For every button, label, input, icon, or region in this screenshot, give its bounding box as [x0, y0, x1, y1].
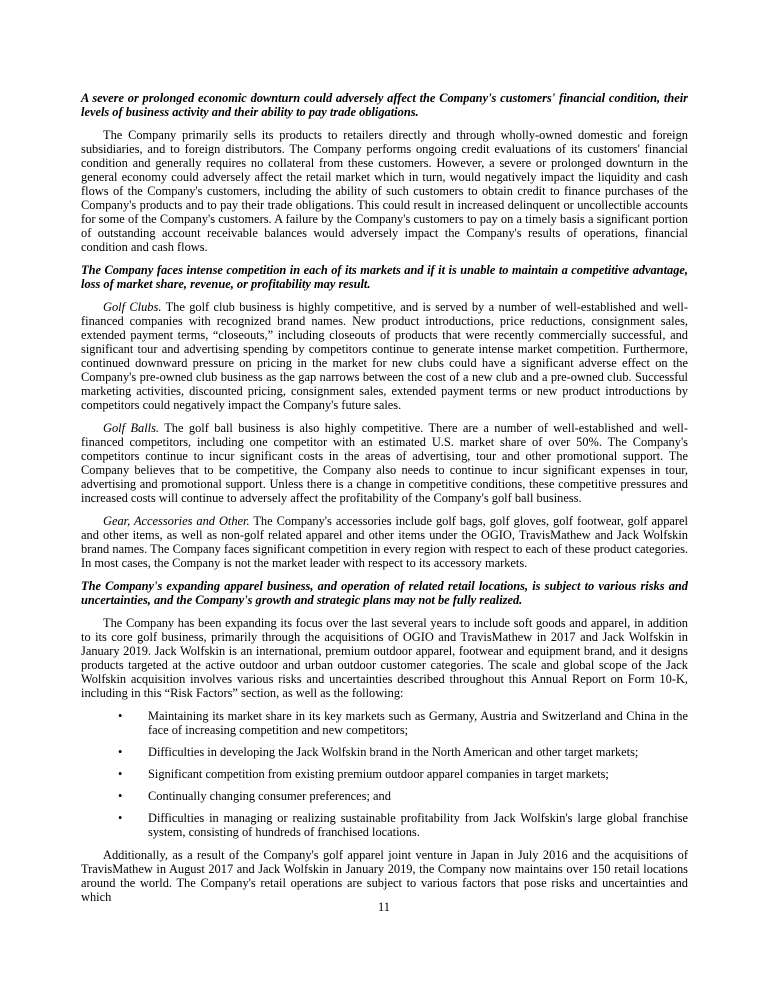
list-item [81, 767, 688, 781]
bullet-marker: • [118, 811, 123, 825]
bullet-marker: • [118, 745, 123, 759]
list-item [81, 745, 688, 759]
bullet-text: Difficulties in managing or realizing sustainable profitability from Jack Wolfskin's large global franchise system, consisting of hundreds of franchised locations. [148, 811, 688, 839]
page-number: 11 [378, 900, 390, 914]
paragraph-golf-clubs [81, 300, 688, 412]
list-item [81, 709, 688, 737]
paragraph-text-gear-accessories: The Company's accessories include golf bags, golf gloves, golf footwear, golf apparel and other items, as well as non-golf related apparel and other items under the OGIO, TravisMathew and Jack Wolfskin brand names. The Company faces significant competition in every region with respect to each of these product categories. In most cases, the Company is not the market leader with respect to its accessory markets. [81, 514, 688, 570]
risk-heading-apparel-expansion: The Company's expanding apparel business, and operation of related retail locations, is subject to various risks and uncertainties, and the Company's growth and strategic plans may not be fully realized. [81, 579, 688, 607]
bullet-marker: • [118, 767, 123, 781]
bullet-text: Continually changing consumer preferences; and [148, 789, 391, 803]
paragraph-gear-accessories [81, 514, 688, 570]
paragraph-text-golf-clubs: The golf club business is highly competitive, and is served by a number of well-established and well-financed companies with recognized brand names. New product introductions, price reductions, consignment sales, extended payment terms, “closeouts,” including closeouts of products that were recently commercially successful, and significant tour and advertising spending by competitors continue to generate intense market competition. Furthermore, continued downward pressure on pricing in the market for new clubs could have a significant adverse effect on the Company's pre-owned club business as the gap narrows between the cost of a new club and a pre-owned club. Successful marketing activities, discounted pricing, consignment sales, extended payment terms or new product introductions by competitors could negatively impact the Company's future sales. [81, 300, 688, 412]
paragraph-golf-balls [81, 421, 688, 505]
paragraph-apparel-expansion: The Company has been expanding its focus over the last several years to include soft goods and apparel, in addition to its core golf business, primarily through the acquisitions of OGIO and TravisMathew in 2017 and Jack Wolfskin in January 2019. Jack Wolfskin is an international, premium outdoor apparel, footwear and equipment brand, and it designs products targeted at the active outdoor and urban outdoor customer categories. The scale and global scope of the Jack Wolfskin acquisition involves various risks and uncertainties described throughout this Annual Report on Form 10-K, including in this “Risk Factors” section, as well as the following: [81, 616, 688, 700]
bullet-text: Maintaining its market share in its key markets such as Germany, Austria and Switzerland and China in the face of increasing competition and new competitors; [148, 709, 688, 737]
paragraph-economic-downturn: The Company primarily sells its products to retailers directly and through wholly-owned domestic and foreign subsidiaries, and to foreign distributors. The Company performs ongoing credit evaluations of its customers' financial condition and generally requires no collateral from these customers. However, a severe or prolonged downturn in the general economy could adversely affect the retail market which in turn, would negatively impact the liquidity and cash flows of the Company's customers, including the ability of such customers to obtain credit to finance purchases of the Company's products and to pay their trade obligations. This could result in increased delinquent or uncollectible accounts for some of the Company's customers. A failure by the Company's customers to pay on a timely basis a significant portion of outstanding account receivable balances would adversely impact the Company's results of operations, financial condition and cash flows. [81, 128, 688, 254]
paragraph-lead-golf-clubs: Golf Clubs. [103, 300, 162, 314]
bullet-marker: • [118, 789, 123, 803]
risk-bullet-list [81, 709, 688, 839]
bullet-text: Significant competition from existing premium outdoor apparel companies in target markets; [148, 767, 609, 781]
paragraph-retail-locations: Additionally, as a result of the Company's golf apparel joint venture in Japan in July 2016 and the acquisitions of TravisMathew in August 2017 and Jack Wolfskin in January 2019, the Company now maintains over 150 retail locations around the world. The Company's retail operations are subject to various factors that pose risks and uncertainties and which [81, 848, 688, 904]
list-item [81, 811, 688, 839]
paragraph-lead-gear-accessories: Gear, Accessories and Other. [103, 514, 250, 528]
list-item [81, 789, 688, 803]
paragraph-text-golf-balls: The golf ball business is also highly competitive. There are a number of well-established and well-financed competitors, including one competitor with an estimated U.S. market share of over 50%. The Company's competitors continue to incur significant costs in the areas of advertising, tour and other promotional support. The Company believes that to be competitive, the Company also needs to continue to incur significant expenses in tour, advertising and promotional support. Unless there is a change in competitive conditions, these competitive pressures and increased costs will continue to adversely affect the profitability of the Company's golf ball business. [81, 421, 688, 505]
bullet-marker: • [118, 709, 123, 723]
bullet-text: Difficulties in developing the Jack Wolfskin brand in the North American and other target markets; [148, 745, 639, 759]
risk-heading-economic-downturn: A severe or prolonged economic downturn could adversely affect the Company's customers' financial condition, their levels of business activity and their ability to pay trade obligations. [81, 91, 688, 119]
risk-heading-competition: The Company faces intense competition in each of its markets and if it is unable to maintain a competitive advantage, loss of market share, revenue, or profitability may result. [81, 263, 688, 291]
paragraph-lead-golf-balls: Golf Balls. [103, 421, 160, 435]
